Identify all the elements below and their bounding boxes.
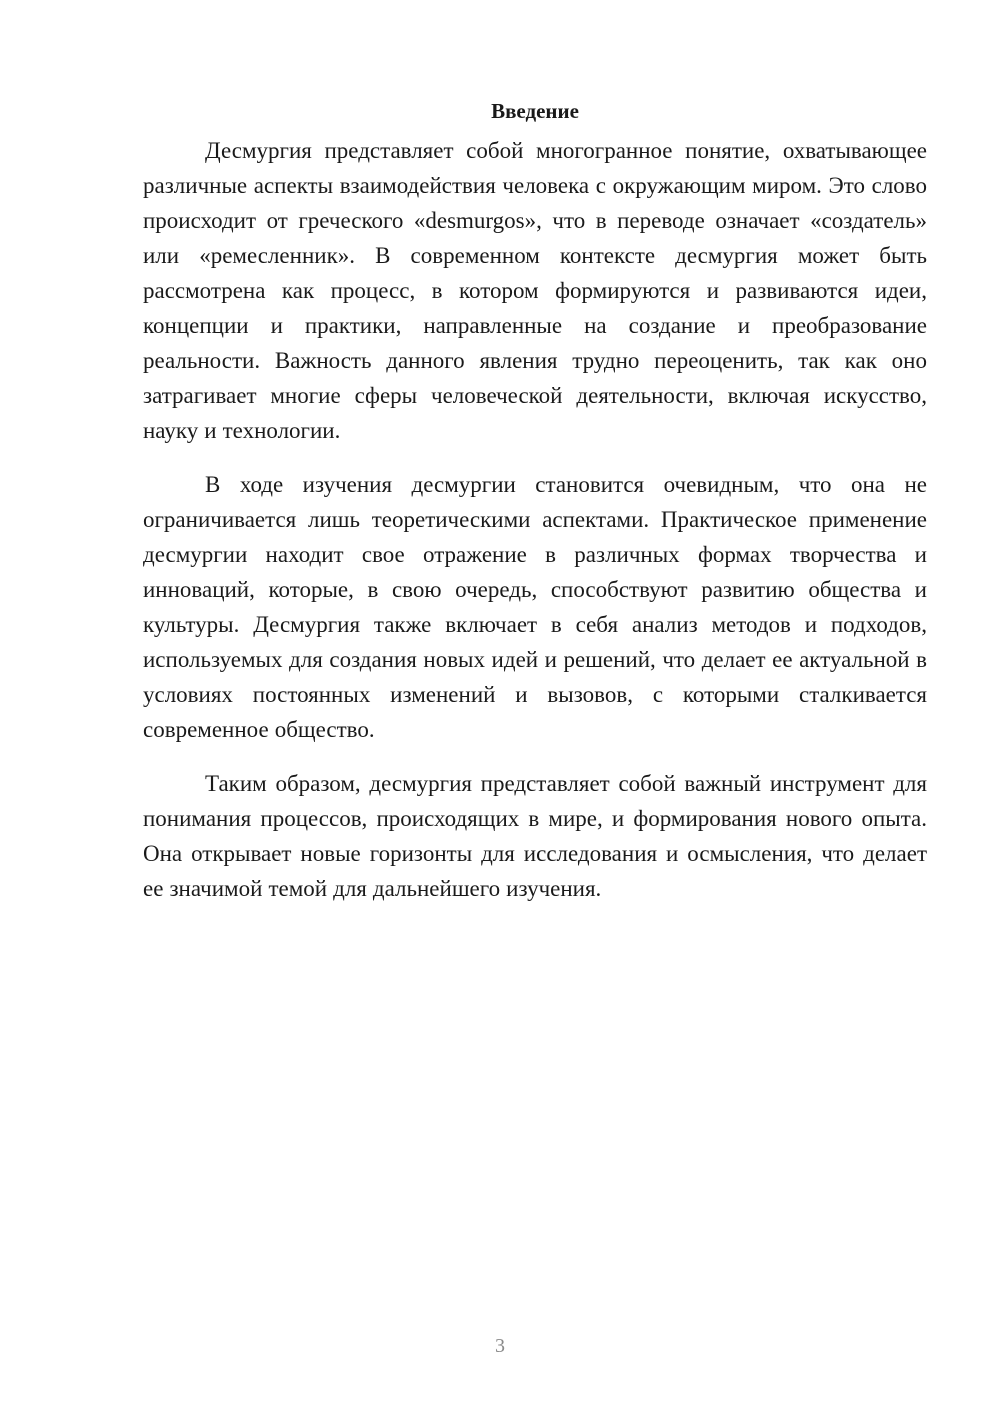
- paragraph-2: В ходе изучения десмургии становится очевидным, что она не ограничивается лишь теоретическими аспектами. Практическое применение десмургии находит свое отражение в различных формах творчества и инноваций, которые, в свою очередь, способствуют развитию общества и культуры. Десмургия также включает в себя анализ методов и подходов, используемых для создания новых идей и решений, что делает ее актуальной в условиях постоянных изменений и вызовов, с которыми сталкивается современное общество.: [143, 472, 927, 742]
- page-number: 3: [495, 1335, 505, 1357]
- section-title: Введение: [491, 99, 579, 123]
- document-body: [143, 94, 927, 925]
- paragraph-1: Десмургия представляет собой многогранное понятие, охватывающее различные аспекты взаимодействия человека с окружающим миром. Это слово происходит от греческого «desmurgos», что в переводе означает «создатель» или «ремесленник». В современном контексте десмургия может быть рассмотрена как процесс, в котором формируются и развиваются идеи, концепции и практики, направленные на создание и преобразование реальности. Важность данного явления трудно переоценить, так как оно затрагивает многие сферы человеческой деятельности, включая искусство, науку и технологии.: [143, 138, 927, 443]
- paragraph-3: Таким образом, десмургия представляет собой важный инструмент для понимания процессов, происходящих в мире, и формирования нового опыта. Она открывает новые горизонты для исследования и осмысления, что делает ее значимой темой для дальнейшего изучения.: [143, 771, 927, 901]
